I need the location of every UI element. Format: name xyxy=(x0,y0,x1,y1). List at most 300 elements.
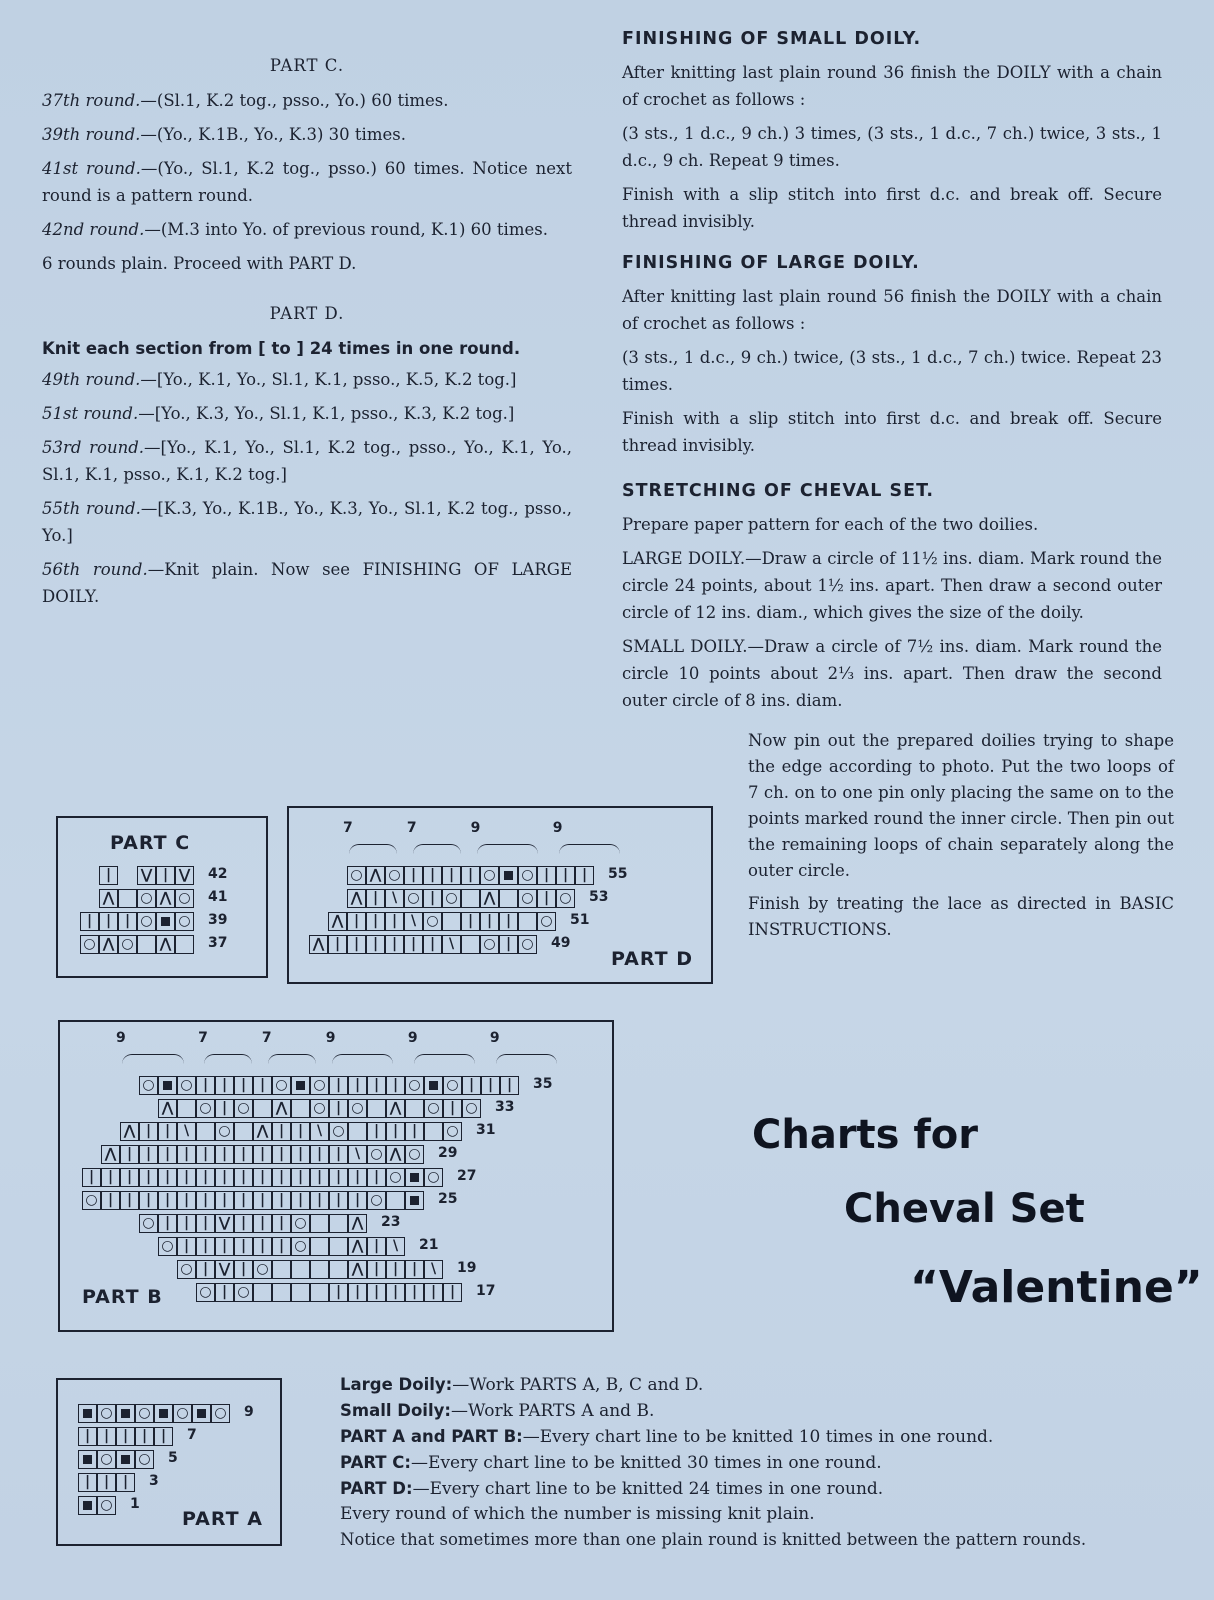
left-column xyxy=(42,52,572,617)
repeat-count: 7 xyxy=(198,1030,208,1046)
empty-cell xyxy=(499,889,518,908)
empty-cell xyxy=(310,1283,329,1302)
round-55 xyxy=(42,495,572,549)
knit-symbol: | xyxy=(234,1237,253,1256)
knit-symbol: | xyxy=(348,1076,367,1095)
round-label: 39th round. xyxy=(42,125,141,144)
knit-symbol: | xyxy=(366,935,385,954)
empty-cell xyxy=(234,1122,253,1141)
round-label: 56th round. xyxy=(42,560,148,579)
knit-symbol: | xyxy=(329,1168,348,1187)
knit-symbol: | xyxy=(196,1145,215,1164)
increase-symbol: ⋁ xyxy=(215,1260,234,1279)
legend-text: —Work PARTS A, B, C and D. xyxy=(452,1375,704,1395)
yarn-over-symbol: ○ xyxy=(196,1283,215,1302)
knit-symbol: | xyxy=(118,912,137,931)
empty-cell xyxy=(461,935,480,954)
legend-text: —Every chart line to be knitted 10 times in one round. xyxy=(522,1427,994,1447)
knit-symbol: | xyxy=(348,1191,367,1210)
empty-cell xyxy=(291,1099,310,1118)
no-stitch-symbol xyxy=(78,1496,97,1515)
knit-symbol: | xyxy=(158,1214,177,1233)
empty-cell xyxy=(175,935,194,954)
yarn-over-symbol: ○ xyxy=(291,1237,310,1256)
yarn-over-symbol: ○ xyxy=(137,889,156,908)
round-text: —(Yo., K.1B., Yo., K.3) 30 times. xyxy=(140,125,406,144)
yarn-over-symbol: ○ xyxy=(424,1099,443,1118)
empty-cell xyxy=(518,912,537,931)
decrease-left-symbol: ⋀ xyxy=(272,1099,291,1118)
finishing-small-p2: (3 sts., 1 d.c., 9 ch.) 3 times, (3 sts., 1 d.c., 7 ch.) twice, 3 sts., 1 d.c., 9 ch. Repeat 9 times. xyxy=(622,124,1162,170)
knit-symbol: | xyxy=(234,1260,253,1279)
knit-symbol: | xyxy=(556,866,575,885)
yarn-over-symbol: ○ xyxy=(367,1145,386,1164)
round-text: —[K.3, Yo., K.1B., Yo., K.3, Yo., Sl.1, K.2 tog., psso., Yo.] xyxy=(42,499,572,545)
decrease-right-symbol: \ xyxy=(385,889,404,908)
no-stitch-symbol xyxy=(405,1168,424,1187)
stretching-p5: Finish by treating the lace as directed in BASIC INSTRUCTIONS. xyxy=(748,894,1174,939)
yarn-over-symbol: ○ xyxy=(175,889,194,908)
decrease-right-symbol: \ xyxy=(310,1122,329,1141)
knit-symbol: | xyxy=(291,1122,310,1141)
finishing-large-p3: Finish with a slip stitch into first d.c. and break off. Secure thread invisibly. xyxy=(622,409,1162,455)
knit-symbol: | xyxy=(139,1168,158,1187)
yarn-over-symbol: ○ xyxy=(537,912,556,931)
round-56 xyxy=(42,556,572,610)
knit-symbol: | xyxy=(234,1214,253,1233)
yarn-over-symbol: ○ xyxy=(158,1237,177,1256)
round-51 xyxy=(42,400,572,427)
decrease-left-symbol: ⋀ xyxy=(348,1260,367,1279)
legend-text: —Work PARTS A and B. xyxy=(450,1401,655,1421)
row-number: 25 xyxy=(438,1191,458,1207)
row-number: 21 xyxy=(419,1237,439,1253)
decrease-left-symbol: ⋀ xyxy=(158,1099,177,1118)
yarn-over-symbol: ○ xyxy=(424,1168,443,1187)
knit-symbol: | xyxy=(367,1237,386,1256)
knit-symbol: | xyxy=(575,866,594,885)
yarn-over-symbol: ○ xyxy=(137,912,156,931)
yarn-over-symbol: ○ xyxy=(556,889,575,908)
knit-symbol: | xyxy=(423,866,442,885)
finishing-large-p2: (3 sts., 1 d.c., 9 ch.) twice, (3 sts., 1 d.c., 7 ch.) twice. Repeat 23 times. xyxy=(622,348,1162,394)
yarn-over-symbol: ○ xyxy=(386,1168,405,1187)
knit-symbol: | xyxy=(78,1473,97,1492)
filled-square-icon xyxy=(429,1081,438,1090)
row-number: 3 xyxy=(149,1473,159,1489)
yarn-over-symbol: ○ xyxy=(480,866,499,885)
decrease-left-symbol: ⋀ xyxy=(156,889,175,908)
empty-cell xyxy=(442,912,461,931)
empty-cell xyxy=(291,1283,310,1302)
filled-square-icon xyxy=(121,1409,130,1418)
part-a-chart-label: PART A xyxy=(182,1508,263,1530)
knit-symbol: | xyxy=(177,1237,196,1256)
empty-cell xyxy=(196,1122,215,1141)
knit-symbol: | xyxy=(291,1168,310,1187)
yarn-over-symbol: ○ xyxy=(348,1099,367,1118)
repeat-count: 9 xyxy=(116,1030,126,1046)
yarn-over-symbol: ○ xyxy=(234,1283,253,1302)
round-label: 53rd round. xyxy=(42,438,145,457)
no-stitch-symbol xyxy=(78,1450,97,1469)
knit-symbol: | xyxy=(177,1214,196,1233)
round-41 xyxy=(42,155,572,209)
no-stitch-symbol xyxy=(116,1450,135,1469)
yarn-over-symbol: ○ xyxy=(97,1496,116,1515)
row-number: 39 xyxy=(208,912,228,928)
knit-symbol: | xyxy=(461,866,480,885)
decrease-left-symbol: ⋀ xyxy=(99,889,118,908)
knit-symbol: | xyxy=(385,912,404,931)
knit-symbol: | xyxy=(386,1283,405,1302)
row-number: 53 xyxy=(589,889,609,905)
knit-symbol: | xyxy=(139,1191,158,1210)
decrease-left-symbol: ⋀ xyxy=(328,912,347,931)
yarn-over-symbol: ○ xyxy=(347,866,366,885)
yarn-over-symbol: ○ xyxy=(310,1076,329,1095)
legend-small-doily xyxy=(340,1398,1200,1424)
yarn-over-symbol: ○ xyxy=(310,1099,329,1118)
knit-symbol: | xyxy=(234,1168,253,1187)
repeat-brace xyxy=(559,844,621,857)
legend-bold: PART A and PART B: xyxy=(340,1427,523,1446)
empty-cell xyxy=(329,1214,348,1233)
knit-symbol: | xyxy=(386,1076,405,1095)
part-b-chart xyxy=(58,1020,614,1332)
title-line-1: Charts for xyxy=(752,1112,979,1158)
round-text: —[Yo., K.1, Yo., Sl.1, K.1, psso., K.5, K.2 tog.] xyxy=(140,370,517,389)
yarn-over-symbol: ○ xyxy=(118,935,137,954)
knit-symbol: | xyxy=(272,1145,291,1164)
knit-symbol: | xyxy=(139,1145,158,1164)
knit-symbol: | xyxy=(215,1283,234,1302)
knit-symbol: | xyxy=(215,1076,234,1095)
repeat-brace xyxy=(204,1054,252,1067)
part-c-chart xyxy=(56,816,268,978)
knit-symbol: | xyxy=(116,1427,135,1446)
decrease-left-symbol: ⋀ xyxy=(386,1099,405,1118)
knit-symbol: | xyxy=(120,1168,139,1187)
repeat-brace xyxy=(414,1054,476,1067)
round-39 xyxy=(42,121,572,148)
part-d-instruction: Knit each section from [ to ] 24 times in one round. xyxy=(42,339,521,358)
row-number: 42 xyxy=(208,866,228,882)
knit-symbol: | xyxy=(404,866,423,885)
knit-symbol: | xyxy=(177,1145,196,1164)
knit-symbol: | xyxy=(537,866,556,885)
knit-symbol: | xyxy=(272,1214,291,1233)
knit-symbol: | xyxy=(99,866,118,885)
knit-symbol: | xyxy=(177,1168,196,1187)
no-stitch-symbol xyxy=(116,1404,135,1423)
knit-symbol: | xyxy=(158,1191,177,1210)
title-line-2: Cheval Set xyxy=(844,1186,1085,1232)
filled-square-icon xyxy=(83,1455,92,1464)
decrease-left-symbol: ⋀ xyxy=(366,866,385,885)
decrease-left-symbol: ⋀ xyxy=(480,889,499,908)
row-number: 55 xyxy=(608,866,628,882)
no-stitch-symbol xyxy=(158,1076,177,1095)
empty-cell xyxy=(253,1099,272,1118)
repeat-count: 9 xyxy=(407,1030,418,1046)
round-label: 42nd round. xyxy=(42,220,145,239)
knit-symbol: | xyxy=(480,912,499,931)
round-text: —(Yo., Sl.1, K.2 tog., psso.) 60 times. Notice next round is a pattern round. xyxy=(42,159,572,205)
decrease-left-symbol: ⋀ xyxy=(156,935,175,954)
empty-cell xyxy=(310,1260,329,1279)
empty-cell xyxy=(329,1237,348,1256)
knit-symbol: | xyxy=(291,1145,310,1164)
part-a-chart xyxy=(56,1378,282,1546)
knit-symbol: | xyxy=(120,1191,139,1210)
yarn-over-symbol: ○ xyxy=(442,889,461,908)
row-number: 49 xyxy=(551,935,571,951)
yarn-over-symbol: ○ xyxy=(173,1404,192,1423)
knit-symbol: | xyxy=(272,1191,291,1210)
pin-out-instructions xyxy=(748,728,1174,950)
stretching-p4: Now pin out the prepared doilies trying to shape the edge according to photo. Put the two loops of 7 ch. on to one pin only placing the same on to the points marked round the inner circle. Then pin out the remaining loops of chain separately along the outer circle. xyxy=(748,731,1174,880)
empty-cell xyxy=(272,1283,291,1302)
yarn-over-symbol: ○ xyxy=(404,889,423,908)
legend-part-a-b xyxy=(340,1424,1200,1450)
legend-bold: PART D: xyxy=(340,1479,413,1498)
empty-cell xyxy=(405,1099,424,1118)
filled-square-icon xyxy=(296,1081,305,1090)
yarn-over-symbol: ○ xyxy=(139,1076,158,1095)
yarn-over-symbol: ○ xyxy=(518,935,537,954)
repeat-count: 7 xyxy=(343,820,353,836)
round-label: 49th round. xyxy=(42,370,141,389)
knit-symbol: | xyxy=(423,889,442,908)
stretching-heading: STRETCHING OF CHEVAL SET. xyxy=(622,481,935,501)
repeat-brace xyxy=(122,1054,184,1067)
knit-symbol: | xyxy=(348,1168,367,1187)
knit-symbol: | xyxy=(310,1191,329,1210)
no-stitch-symbol xyxy=(156,912,175,931)
round-37 xyxy=(42,87,572,114)
yarn-over-symbol: ○ xyxy=(385,866,404,885)
knit-symbol: | xyxy=(310,1168,329,1187)
row-number: 7 xyxy=(187,1427,197,1443)
knit-symbol: | xyxy=(215,1168,234,1187)
legend-part-c xyxy=(340,1450,1200,1476)
no-stitch-symbol xyxy=(154,1404,173,1423)
repeat-count: 9 xyxy=(470,820,481,836)
knit-symbol: | xyxy=(253,1237,272,1256)
knit-symbol: | xyxy=(423,935,442,954)
round-text: —[Yo., K.1, Yo., Sl.1, K.2 tog., psso., Yo., K.1, Yo., Sl.1, K.1, psso., K.1, K.2 tog.] xyxy=(42,438,572,484)
decrease-right-symbol: \ xyxy=(348,1145,367,1164)
knit-symbol: | xyxy=(196,1191,215,1210)
decrease-left-symbol: ⋀ xyxy=(309,935,328,954)
knit-symbol: | xyxy=(443,1099,462,1118)
knit-symbol: | xyxy=(272,1237,291,1256)
decrease-left-symbol: ⋀ xyxy=(348,1237,367,1256)
knit-symbol: | xyxy=(385,935,404,954)
yarn-over-symbol: ○ xyxy=(139,1214,158,1233)
empty-cell xyxy=(272,1260,291,1279)
knit-symbol: | xyxy=(253,1214,272,1233)
repeat-brace xyxy=(349,844,397,857)
knit-symbol: | xyxy=(424,1283,443,1302)
empty-cell xyxy=(310,1214,329,1233)
knit-symbol: | xyxy=(97,1473,116,1492)
knit-symbol: | xyxy=(462,1076,481,1095)
no-stitch-symbol xyxy=(499,866,518,885)
knit-symbol: | xyxy=(82,1168,101,1187)
yarn-over-symbol: ○ xyxy=(97,1404,116,1423)
knit-symbol: | xyxy=(347,935,366,954)
knit-symbol: | xyxy=(234,1076,253,1095)
yarn-over-symbol: ○ xyxy=(405,1145,424,1164)
knit-symbol: | xyxy=(499,935,518,954)
knit-symbol: | xyxy=(158,1122,177,1141)
knit-symbol: | xyxy=(139,1122,158,1141)
knit-symbol: | xyxy=(405,1283,424,1302)
repeat-brace xyxy=(496,1054,558,1067)
knit-symbol: | xyxy=(253,1191,272,1210)
legend-text: —Every chart line to be knitted 30 times in one round. xyxy=(411,1453,882,1473)
row-number: 41 xyxy=(208,889,228,905)
row-number: 35 xyxy=(533,1076,553,1092)
knit-symbol: | xyxy=(99,912,118,931)
knit-symbol: | xyxy=(215,1099,234,1118)
no-stitch-symbol xyxy=(291,1076,310,1095)
row-number: 29 xyxy=(438,1145,458,1161)
yarn-over-symbol: ○ xyxy=(518,889,537,908)
yarn-over-symbol: ○ xyxy=(196,1099,215,1118)
yarn-over-symbol: ○ xyxy=(462,1099,481,1118)
empty-cell xyxy=(310,1237,329,1256)
repeat-brace xyxy=(268,1054,316,1067)
round-label: 37th round. xyxy=(42,91,141,110)
knit-symbol: | xyxy=(78,1427,97,1446)
finishing-large-heading: FINISHING OF LARGE DOILY. xyxy=(622,253,920,273)
knit-symbol: | xyxy=(234,1145,253,1164)
knit-symbol: | xyxy=(101,1168,120,1187)
filled-square-icon xyxy=(410,1173,419,1182)
legend-large-doily xyxy=(340,1372,1200,1398)
round-53 xyxy=(42,434,572,488)
plain-rounds-c: 6 rounds plain. Proceed with PART D. xyxy=(42,254,357,273)
yarn-over-symbol: ○ xyxy=(234,1099,253,1118)
knit-symbol: | xyxy=(135,1427,154,1446)
title-line-3: “Valentine” xyxy=(910,1262,1203,1313)
filled-square-icon xyxy=(83,1501,92,1510)
knit-symbol: | xyxy=(329,1076,348,1095)
part-c-chart-label: PART C xyxy=(110,832,191,854)
knit-symbol: | xyxy=(367,1076,386,1095)
decrease-left-symbol: ⋀ xyxy=(99,935,118,954)
row-number: 27 xyxy=(457,1168,477,1184)
row-number: 17 xyxy=(476,1283,496,1299)
knit-symbol: | xyxy=(310,1145,329,1164)
filled-square-icon xyxy=(121,1455,130,1464)
part-c-heading: PART C. xyxy=(269,56,345,75)
decrease-right-symbol: \ xyxy=(177,1122,196,1141)
legend-plain-rounds-note: Notice that sometimes more than one plain round is knitted between the pattern rounds. xyxy=(340,1530,1087,1549)
yarn-over-symbol: ○ xyxy=(253,1260,272,1279)
knit-symbol: | xyxy=(154,1427,173,1446)
knit-symbol: | xyxy=(405,1260,424,1279)
decrease-right-symbol: \ xyxy=(404,912,423,931)
filled-square-icon xyxy=(410,1196,419,1205)
knit-symbol: | xyxy=(253,1076,272,1095)
part-b-chart-label: PART B xyxy=(82,1286,163,1308)
yarn-over-symbol: ○ xyxy=(518,866,537,885)
no-stitch-symbol xyxy=(405,1191,424,1210)
knit-symbol: | xyxy=(367,1260,386,1279)
repeat-count: 7 xyxy=(261,1030,272,1046)
no-stitch-symbol xyxy=(424,1076,443,1095)
knit-symbol: | xyxy=(329,1145,348,1164)
empty-cell xyxy=(329,1260,348,1279)
knit-symbol: | xyxy=(367,1168,386,1187)
row-number: 1 xyxy=(130,1496,140,1512)
knit-symbol: | xyxy=(196,1214,215,1233)
no-stitch-symbol xyxy=(78,1404,97,1423)
empty-cell xyxy=(118,889,137,908)
knit-symbol: | xyxy=(215,1191,234,1210)
empty-cell xyxy=(461,889,480,908)
legend-text: —Every chart line to be knitted 24 times in one round. xyxy=(412,1479,884,1499)
repeat-count: 9 xyxy=(489,1030,500,1046)
knit-symbol: | xyxy=(158,1145,177,1164)
legend-bold: Large Doily: xyxy=(340,1375,453,1394)
yarn-over-symbol: ○ xyxy=(443,1122,462,1141)
filled-square-icon xyxy=(83,1409,92,1418)
knit-symbol: | xyxy=(500,1076,519,1095)
decrease-left-symbol: ⋀ xyxy=(253,1122,272,1141)
round-label: 41st round. xyxy=(42,159,141,178)
finishing-small-p1: After knitting last plain round 36 finish the DOILY with a chain of crochet as follows : xyxy=(622,63,1162,109)
row-number: 33 xyxy=(495,1099,515,1115)
finishing-large-p1: After knitting last plain round 56 finish the DOILY with a chain of crochet as follows : xyxy=(622,287,1162,333)
knit-symbol: | xyxy=(386,1122,405,1141)
filled-square-icon xyxy=(159,1409,168,1418)
decrease-left-symbol: ⋀ xyxy=(386,1145,405,1164)
no-stitch-symbol xyxy=(192,1404,211,1423)
yarn-over-symbol: ○ xyxy=(177,1260,196,1279)
row-number: 23 xyxy=(381,1214,401,1230)
yarn-over-symbol: ○ xyxy=(272,1076,291,1095)
yarn-over-symbol: ○ xyxy=(97,1450,116,1469)
round-text: —(M.3 into Yo. of previous round, K.1) 60 times. xyxy=(144,220,548,239)
knit-symbol: | xyxy=(442,866,461,885)
knit-symbol: | xyxy=(366,889,385,908)
repeat-count: 9 xyxy=(325,1030,336,1046)
empty-cell xyxy=(367,1099,386,1118)
knit-symbol: | xyxy=(461,912,480,931)
yarn-over-symbol: ○ xyxy=(80,935,99,954)
yarn-over-symbol: ○ xyxy=(215,1122,234,1141)
decrease-left-symbol: ⋀ xyxy=(120,1122,139,1141)
legend-bold: Small Doily: xyxy=(340,1401,451,1420)
stretching-p1: Prepare paper pattern for each of the two doilies. xyxy=(622,515,1039,534)
finishing-small-p3: Finish with a slip stitch into first d.c. and break off. Secure thread invisibly. xyxy=(622,185,1162,231)
round-text: —Knit plain. Now see FINISHING OF LARGE DOILY. xyxy=(42,560,572,606)
yarn-over-symbol: ○ xyxy=(135,1450,154,1469)
yarn-over-symbol: ○ xyxy=(135,1404,154,1423)
row-number: 37 xyxy=(208,935,228,951)
decrease-right-symbol: \ xyxy=(424,1260,443,1279)
knit-symbol: | xyxy=(367,1283,386,1302)
yarn-over-symbol: ○ xyxy=(82,1191,101,1210)
knit-symbol: | xyxy=(537,889,556,908)
increase-symbol: ⋁ xyxy=(175,866,194,885)
part-d-chart xyxy=(287,806,713,984)
